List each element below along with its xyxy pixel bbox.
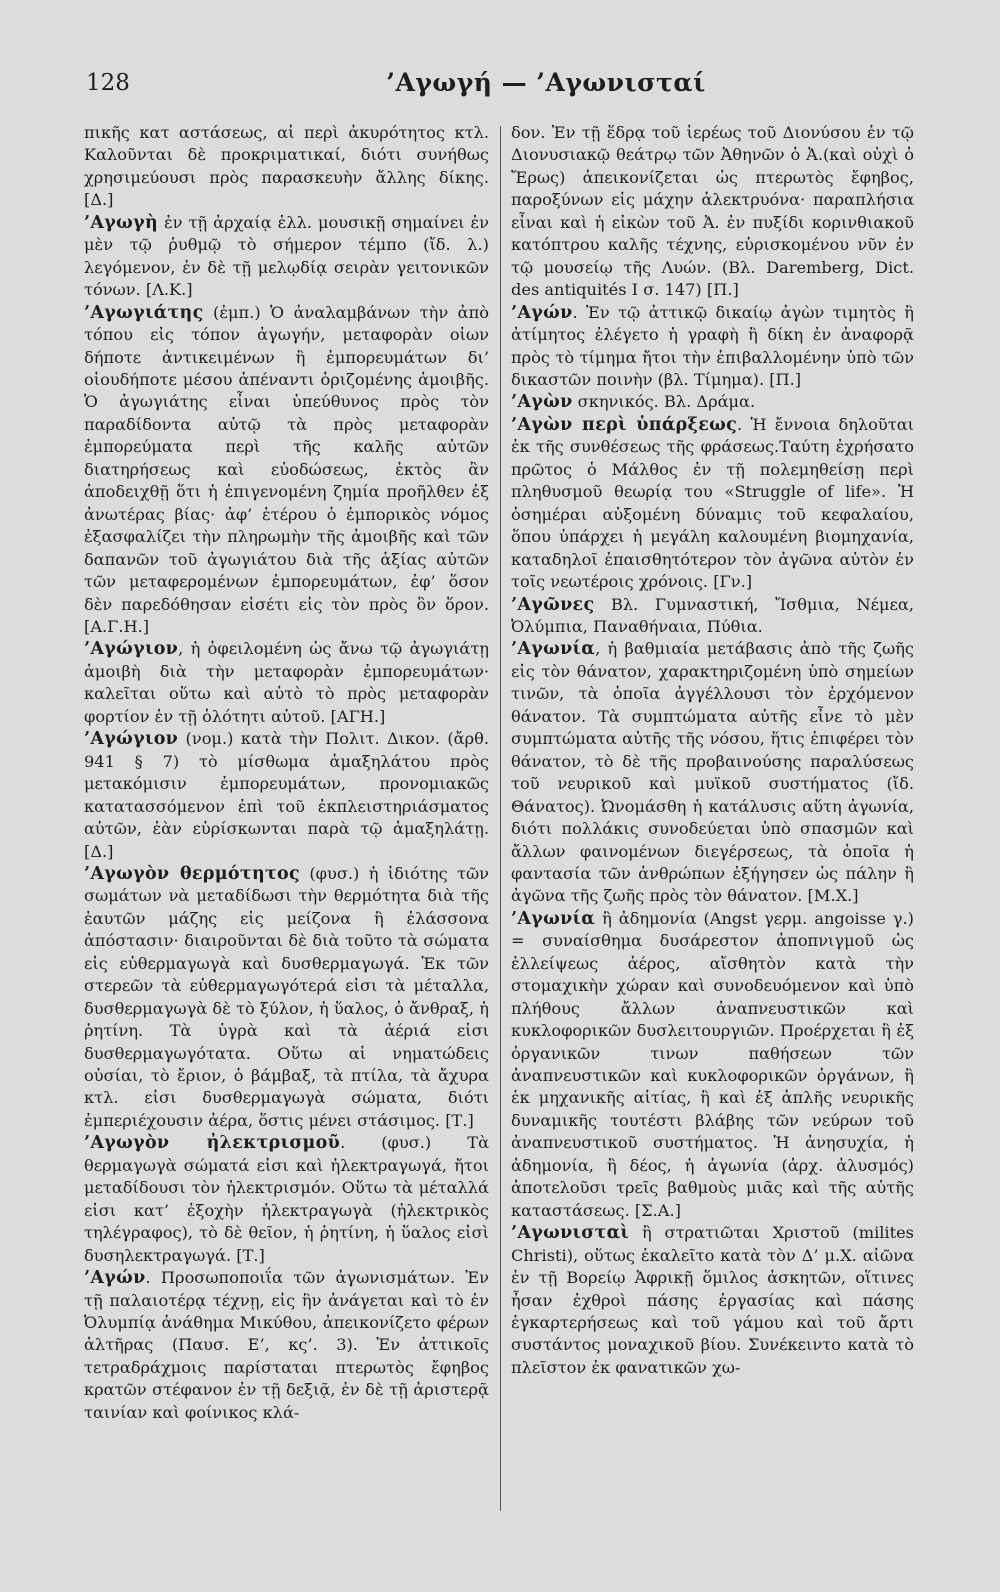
entry-text: σκηνικός. Βλ. Δράμα.	[572, 392, 756, 412]
entry-text: πικῆς κατ αστάσεως, αἱ περὶ ἀκυρότητος κτλ. Καλοῦνται δὲ προκριματικαί, διότι συνήθως χρησιμεύουσι πρὸς παρασκευὴν ἄλλης δίκης. [Δ.]	[84, 123, 489, 210]
entry-text: ἢ στρατιῶται Χριστοῦ (milites Christi), οὕτως ἐκαλεῖτο κατὰ τὸν Δ’ μ.Χ. αἰῶνα ἐν τῇ Βορείῳ Ἀφρικῇ ὅμιλος ἀσκητῶν, οἵτινες ἦσαν ἐχθροὶ πάσης ἐργασίας καὶ πάσης ἐγκαρτερήσεως καὶ τοῦ γάμου καὶ τοῦ ἄρτι συστάντος μοναχικοῦ βίου. Συνέκειντο κατὰ τὸ πλεῖστον ἐκ φανατικῶν χω-	[511, 1223, 914, 1377]
entry-text: . Ἡ ἔννοια δηλοῦται ἐκ τῆς συνθέσεως τῆς φράσεως.Ταύτη ἐχρήσατο πρῶτος ὁ Μάλθος ἐν τῇ πολεμηθείσῃ περὶ πληθυσμοῦ θεωρίᾳ του «Struggle of life». Ἡ ὁσημέραι αὐξομένη δύναμις τοῦ κεφαλαίου, ὅπου ὑπάρχει ἡ μεγάλη καλουμένη βιομηχανία, καταδηλοῖ ἐπαισθητότερον τὸν ἀγῶνα αὐτὸν ἐν τοῖς νεωτέροις χρόνοις. [Γν.]	[511, 414, 914, 592]
entry-text: . Προσωποποιΐα τῶν ἀγωνισμάτων. Ἐν τῇ παλαιοτέρᾳ τέχνῃ, εἰς ἣν ἀνάγεται καὶ τὸ ἐν Ὀλυμπίᾳ ἀνάθημα Μικύθου, ἀπεικονίζετο φέρων ἁλτῆρας (Παυσ. Ε’, κς’. 3). Ἐν ἀττικοῖς τετραδράχμοις παρίσταται πτερωτὸς ἔφηβος κρατῶν στέφανον ἐν τῇ δεξιᾷ, ἐν δὲ τῇ ἀριστερᾷ ταινίαν καὶ φοίνικος κλά-	[84, 1268, 489, 1422]
entry	[511, 1222, 914, 1379]
entry-headword: ’Αγωγὸν θερμότητος	[84, 863, 300, 884]
entry-text: (ἐμπ.) Ὁ ἀναλαμβάνων τὴν ἀπὸ τόπου εἰς τόπον ἀγωγήν, μεταφορὰν οἱων δήποτε ἀντικειμένων ἢ ἐμπορευμάτων δι’ οἱουδήποτε μέσου ἀπέναντι ὁριζομένης ἀμοιβῆς. Ὁ ἀγωγιάτης εἶναι ὑπεύθυνος πρὸς τὸν παραδίδοντα αὐτῷ τὰ πρὸς μεταφορὰν ἐμπορεύματα περὶ τῆς καλῆς αὐτῶν διατηρήσεως καὶ εὐοδώσεως, ἐκτὸς ἂν ἀποδειχθῇ ὅτι ἡ ἐπιγενομένη ζημία προῆλθεν ἐξ ἀνωτέρας βίας· ἀφ’ ἑτέρου ὁ ἐμπορικὸς νόμος ἐξασφαλίζει τὴν πληρωμὴν τῆς ἀμοιβῆς καὶ τῶν δαπανῶν τοῦ ἀγωγιάτου διὰ τῆς ἀξίας αὐτῶν τῶν μεταφερομένων ἐμπορευμάτων, ἐφ’ ὅσον δὲν παρεδόθησαν εἰσέτι εἰς τὸν πρὸς ὃν ὅρον. [Α.Γ.Η.]	[84, 302, 489, 636]
entry-text: (νομ.) κατὰ τὴν Πολιτ. Δικον. (ἄρθ. 941 § 7) τὸ μίσθωμα ἁμαξηλάτου πρὸς μετακόμισιν ἐμπορευμάτων, προνομιακῶς κατατασσόμενον ἐπὶ τοῦ ἐκπλειστηριάσματος αὐτῶν, ἐὰν εὑρίσκωνται παρὰ τῷ ἁμαξηλάτῃ. [Δ.]	[84, 729, 489, 861]
entry-headword: ’Αγωνισταὶ	[511, 1223, 630, 1244]
entry-headword: ’Αγωγιάτης	[84, 302, 204, 323]
entry-text: δον. Ἐν τῇ ἕδρᾳ τοῦ ἱερέως τοῦ Διονύσου ἐν τῷ Διονυσιακῷ θεάτρῳ τῶν Ἀθηνῶν ὁ Ἀ.(καὶ οὐχὶ ὁ Ἔρως) ἀπεικονίζεται ὡς πτερωτὸς ἔφηβος, παροξύνων εἰς μάχην ἀλεκτρυόνα· παραπλήσια εἶναι καὶ ἡ εἰκὼν τοῦ Ἀ. ἐν πυξίδι κορινθιακοῦ κατόπτρου καλῆς τέχνης, εὑρισκομένου νῦν ἐν τῷ μουσείῳ τῆς Λυών. (Βλ. Daremberg, Dict. des antiquités I σ. 147) [Π.]	[511, 123, 914, 300]
entry-headword: ’Αγωγὸν ἠλεκτρισμοῦ	[84, 1133, 341, 1154]
entry	[511, 414, 914, 594]
entry-headword: ’Αγωνία	[511, 639, 596, 660]
entry-text: ἢ ἀδημονία (Angst γερμ. angoisse γ.) = συναίσθημα δυσάρεστον ἀποπνιγμοῦ ὡς ἐλλείψεως ἀέρος, αἴσθητὸν κατὰ τὴν στομαχικὴν χώραν καὶ συνοδευόμενον καὶ ὑπὸ πλήθους ἄλλων ἀναπνευστικῶν καὶ κυκλοφορικῶν δυσλειτουργιῶν. Προέρχεται ἢ ἐξ ὀργανικῶν τινων παθήσεων τῶν ἀναπνευστικῶν καὶ κυκλοφορικῶν ὀργάνων, ἢ ἐκ μηχανικῆς αἰτίας, ἢ καὶ ἐξ ἁπλῆς νευρικῆς δυναμικῆς τουτέστι βλάβης τῶν νεύρων τοῦ ἀναπνευστικοῦ συστήματος. Ἡ ἀνησυχία, ἡ ἀδημονία, ἢ δέος, ἡ ἀγωνία (ἀρχ. ἀλυσμός) ἀποτελοῦσι τρεῖς βαθμοὺς μιᾶς καὶ τῆς αὐτῆς καταστάσεως. [Σ.Α.]	[511, 908, 914, 1220]
entry	[511, 302, 914, 392]
right-column	[511, 122, 914, 1379]
entry	[84, 122, 489, 212]
entry-headword: ’Αγών	[511, 302, 573, 323]
entry-headword: ’Αγώγιον	[84, 639, 179, 660]
entry	[84, 638, 489, 728]
entry	[84, 1267, 489, 1424]
entry-headword: ’Αγώγιον	[84, 729, 179, 750]
entry	[511, 638, 914, 907]
entry-text: , ἡ βαθμιαία μετάβασις ἀπὸ τῆς ζωῆς εἰς τὸν θάνατον, χαρακτηριζομένη ὑπὸ σημείων τινῶν, τὰ ὁποῖα ἀγγέλλουσι τὸν ἐρχόμενον θάνατον. Τὰ συμπτώματα αὐτῆς εἶνε τὸ μὲν συμπτώματα αὐτῆς τῆς νόσου, ἥτις ἐπιφέρει τὸν θάνατον, τὸ δὲ τῆς προβαινούσης παραλύσεως τοῦ νευρικοῦ καὶ μυϊκοῦ συστήματος (ἴδ. Θάνατος). Ὠνομάσθη ἡ κατάλυσις αὕτη ἀγωνία, διότι πολλάκις συνοδεύεται ὑπὸ σπασμῶν καὶ ἄλλων φαινομένων διεγέρσεως, τὰ ὁποῖα ἡ φαντασία τῶν ἀνθρώπων ἐξήγησεν ὡς πάλην ἢ ἀγῶνα τῆς ζωῆς πρὸς τὸν θάνατον. [Μ.Χ.]	[511, 639, 914, 906]
entry	[84, 212, 489, 302]
entry-text: (φυσ.) ἡ ἰδιότης τῶν σωμάτων νὰ μεταδίδωσι τὴν θερμότητα διὰ τῆς ἑαυτῶν μάζης εἰς μείζονα ἢ ἐλάσσονα ἀπόστασιν· διαιροῦνται δὲ διὰ τοῦτο τὰ σώματα εἰς εὐθερμαγωγὰ καὶ δυσθερμαγωγά. Ἐκ τῶν στερεῶν τὰ εὐθερμαγωγότερά εἰσι τὰ μέταλλα, δυσθερμαγωγὰ δὲ τὸ ξύλον, ἡ ὕαλος, ὁ ἄνθραξ, ἡ ῥητίνη. Τὰ ὑγρὰ καὶ τὰ ἀέριά εἰσι δυσθερμαγωγότατα. Οὕτω αἱ νηματώδεις οὐσίαι, τὸ ἔριον, ὁ βάμβαξ, τὰ πτίλα, τὰ ἄχυρα κτλ. εἰσι δυσθερμαγωγὰ σώματα, διότι ἐμπεριέχουσιν ἀέρα, ὅστις μένει στάσιμος. [Τ.]	[84, 863, 489, 1130]
entry-headword: ’Αγὼν περὶ ὑπάρξεως	[511, 414, 738, 435]
entry-text: ἐν τῇ ἀρχαίᾳ ἑλλ. μουσικῇ σημαίνει ἐν μὲν τῷ ῥυθμῷ τὸ σήμερον τέμπο (ἴδ. λ.) λεγόμενον, ἐν δὲ τῇ μελῳδίᾳ σειρὰν γειτονικῶν τόνων. [Λ.Κ.]	[84, 212, 489, 300]
entry-text: , ἡ ὀφειλομένη ὡς ἄνω τῷ ἀγωγιάτῃ ἀμοιβὴ διὰ τὴν μεταφορὰν ἐμπορευμάτων· καλεῖται οὕτω καὶ αὐτὸ τὸ πρὸς μεταφορὰν φορτίον ἐν τῇ ὁλότητι αὐτοῦ. [ΑΓΗ.]	[84, 639, 489, 726]
entry-headword: ’Αγών	[84, 1268, 146, 1289]
entry	[511, 594, 914, 639]
entry	[84, 302, 489, 639]
entry-text: Βλ. Γυμναστική, Ἴσθμια, Νέμεα, Ὀλύμπια, Παναθήναια, Πύθια.	[511, 594, 914, 636]
entry-text: . (φυσ.) Τὰ θερμαγωγὰ σώματά εἰσι καὶ ἠλεκτραγωγά, ἤτοι μεταδίδουσι τὸν ἠλεκτρισμόν. Οὕτω τὰ μέταλλά εἰσι κατ’ ἐξοχὴν ἠλεκτραγωγὰ (ἠλεκτρικὸς τηλέγραφος), τὸ δὲ θεῖον, ἡ ῥητίνη, ἡ ὕαλος εἰσὶ δυσηλεκτραγωγά. [Τ.]	[84, 1133, 489, 1265]
column-divider	[500, 126, 501, 1511]
entry	[511, 391, 914, 413]
entry-headword: ’Αγὼν	[511, 392, 573, 413]
entry-text: . Ἐν τῷ ἀττικῷ δικαίῳ ἀγὼν τιμητὸς ἢ ἀτίμητος ἐλέγετο ἡ γραφὴ ἢ δίκη ἐν ἀναφορᾷ πρὸς τὸ τίμημα ἤτοι τὴν ἐπιβαλλομένην ὑπὸ τῶν δικαστῶν ποινὴν (βλ. Τίμημα). [Π.]	[511, 302, 914, 389]
running-head: ’Αγωγή — ’Αγωνισταί	[386, 68, 706, 97]
entry	[84, 863, 489, 1132]
entry-headword: ’Αγωνία	[511, 908, 596, 929]
entry	[511, 908, 914, 1222]
entry	[84, 1132, 489, 1267]
entry-headword: ’Αγωγὴ	[84, 212, 158, 233]
page-number: 128	[86, 70, 130, 96]
left-column	[84, 122, 489, 1424]
entry-headword: ’Αγῶνες	[511, 594, 595, 615]
entry	[511, 122, 914, 302]
page-header	[86, 66, 966, 106]
entry	[84, 728, 489, 863]
